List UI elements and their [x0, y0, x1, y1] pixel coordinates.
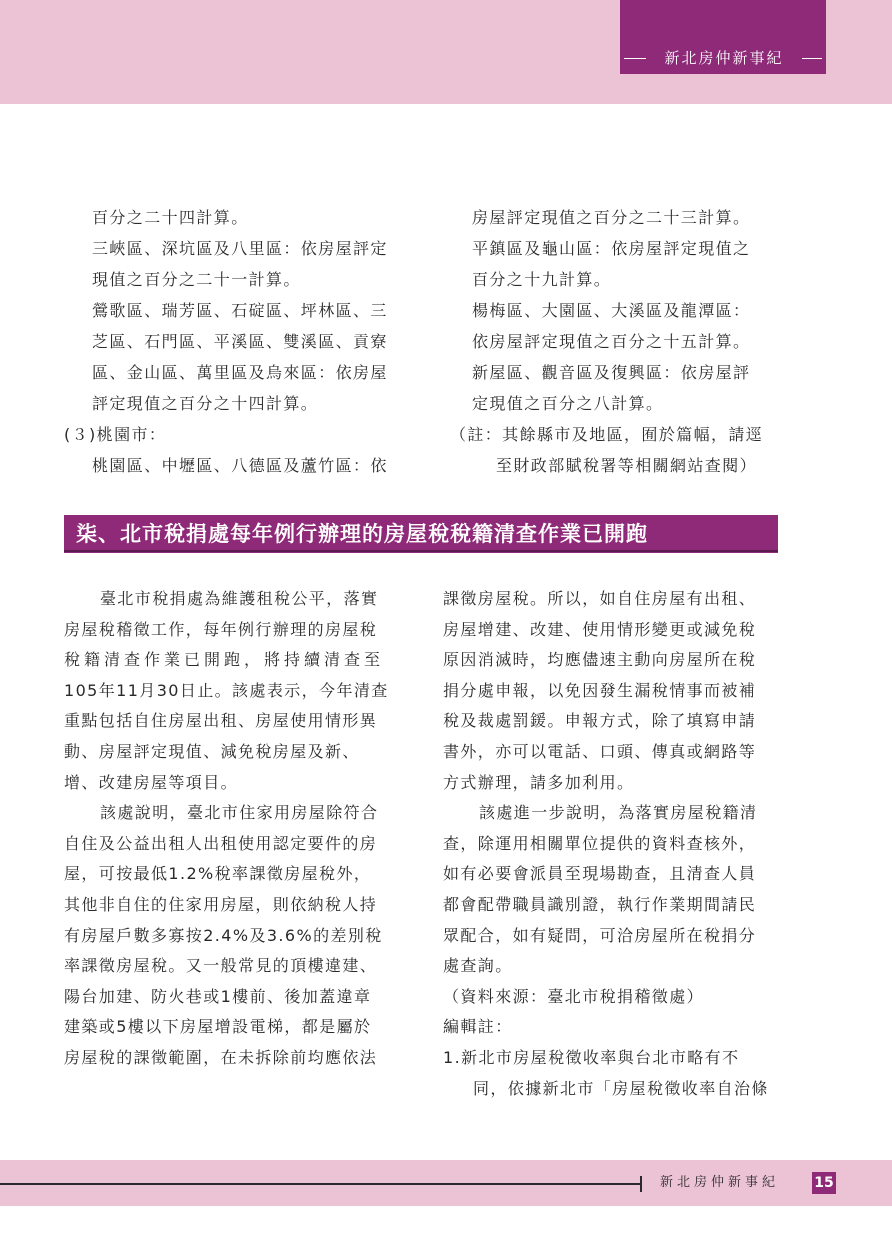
paragraph-line: 其他非自住的住家用房屋，則依納稅人持 [64, 894, 378, 914]
paragraph-line: 房屋增建、改建、使用情形變更或減免稅 [443, 619, 757, 639]
section2-left-column [64, 584, 389, 1074]
paragraph-line: 自住及公益出租人出租使用認定要件的房 [64, 833, 378, 853]
paragraph-line: 方式辦理，請多加利用。 [443, 772, 635, 792]
paragraph-line: 增、改建房屋等項目。 [64, 772, 239, 792]
paragraph-line: 查，除運用相關單位提供的資料查核外， [443, 833, 757, 853]
paragraph-line: 建築或5樓以下房屋增設電梯，都是屬於 [64, 1017, 372, 1037]
header-title: 新北房仲新事紀 [664, 49, 784, 67]
note-line: （註：其餘縣市及地區，囿於篇幅，請逕 [450, 425, 764, 444]
paragraph-line: 該處說明，臺北市住家用房屋除符合 [100, 803, 379, 823]
page-number: 15 [812, 1172, 836, 1194]
header-rule-right [802, 58, 822, 59]
paragraph-line: 如有必要會派員至現場勘查，且清查人員 [443, 864, 757, 884]
paragraph-line: 捐分處申報，以免因發生漏稅情事而被補 [443, 680, 757, 700]
paragraph-line: 評定現值之百分之十四計算。 [92, 394, 319, 413]
paragraph-line: 楊梅區、大園區、大溪區及龍潭區： [472, 301, 751, 320]
paragraph-line: 房屋稅的課徵範圍，在未拆除前均應依法 [64, 1047, 378, 1067]
paragraph-line: 定現值之百分之八計算。 [472, 394, 664, 413]
paragraph-line: 重點包括自住房屋出租、房屋使用情形異 [64, 711, 378, 731]
paragraph-line: 鶯歌區、瑞芳區、石碇區、坪林區、三 [92, 301, 388, 320]
footer-rule-tick [640, 1176, 642, 1192]
footer-rule [0, 1183, 640, 1185]
section1-left-column [64, 202, 388, 481]
paragraph-line: 三峽區、深坑區及八里區：依房屋評定 [92, 239, 388, 258]
paragraph-line: 稅籍清查作業已開跑，將持續清查至 [64, 650, 385, 670]
paragraph-line: 動、房屋評定現值、減免稅房屋及新、 [64, 741, 360, 761]
paragraph-line: 屋，可按最低1.2%稅率課徵房屋稅外， [64, 864, 372, 884]
paragraph-line: 區、金山區、萬里區及烏來區：依房屋 [92, 363, 388, 382]
paragraph-line: 眾配合，如有疑問，可洽房屋所在稅捐分 [443, 925, 757, 945]
header-rule-left [624, 58, 646, 59]
section1-right-column [450, 202, 764, 481]
section-heading: 柒、北市稅捐處每年例行辦理的房屋稅稅籍清查作業已開跑 [76, 522, 648, 546]
paragraph-line: 房屋評定現值之百分之二十三計算。 [472, 208, 751, 227]
paragraph-line: 有房屋戶數多寡按2.4%及3.6%的差別稅 [64, 925, 383, 945]
list-label: (３)桃園市： [64, 425, 167, 444]
paragraph-line: 課徵房屋稅。所以，如自住房屋有出租、 [443, 589, 757, 608]
section-heading-underline [64, 550, 778, 552]
paragraph-line: 稅及裁處罰鍰。申報方式，除了填寫申請 [443, 711, 757, 731]
paragraph-line: 桃園區、中壢區、八德區及蘆竹區：依 [92, 456, 388, 475]
note-line: 至財政部賦稅署等相關網站查閱） [496, 456, 758, 475]
paragraph-line: 書外，亦可以電話、口頭、傳真或網路等 [443, 741, 757, 761]
paragraph-line: 105年11月30日止。該處表示，今年清查 [64, 680, 389, 700]
paragraph-line: 百分之二十四計算。 [92, 208, 249, 227]
editor-note-line: 同，依據新北市「房屋稅徵收率自治條 [473, 1078, 769, 1098]
paragraph-line: 臺北市稅捐處為維護租稅公平，落實 [100, 589, 379, 608]
section2-right-column [443, 584, 769, 1104]
paragraph-line: 房屋稅稽徵工作，每年例行辦理的房屋稅 [64, 619, 378, 639]
paragraph-line: 該處進一步說明，為落實房屋稅籍清 [479, 803, 758, 823]
paragraph-line: 百分之十九計算。 [472, 270, 612, 289]
paragraph-line: 新屋區、觀音區及復興區：依房屋評 [472, 363, 751, 382]
footer-title: 新北房仲新事紀 [660, 1175, 780, 1190]
paragraph-line: 現值之百分之二十一計算。 [92, 270, 301, 289]
paragraph-line: 處查詢。 [443, 956, 513, 976]
paragraph-line: 都會配帶職員識別證，執行作業期間請民 [443, 894, 757, 914]
paragraph-line: 依房屋評定現值之百分之十五計算。 [472, 332, 751, 351]
paragraph-line: 芝區、石門區、平溪區、雙溪區、貢寮 [92, 332, 388, 351]
editor-note-line: 1.新北市房屋稅徵收率與台北市略有不 [443, 1047, 740, 1067]
paragraph-line: 率課徵房屋稅。又一般常見的頂樓違建、 [64, 956, 378, 976]
paragraph-line: 原因消滅時，均應儘速主動向房屋所在稅 [443, 650, 757, 670]
paragraph-line: 平鎮區及龜山區：依房屋評定現值之 [472, 239, 751, 258]
editor-note-label: 編輯註： [443, 1017, 513, 1037]
paragraph-line: 陽台加建、防火巷或1樓前、後加蓋違章 [64, 986, 372, 1006]
source-line: （資料來源：臺北市稅捐稽徵處） [443, 986, 705, 1006]
